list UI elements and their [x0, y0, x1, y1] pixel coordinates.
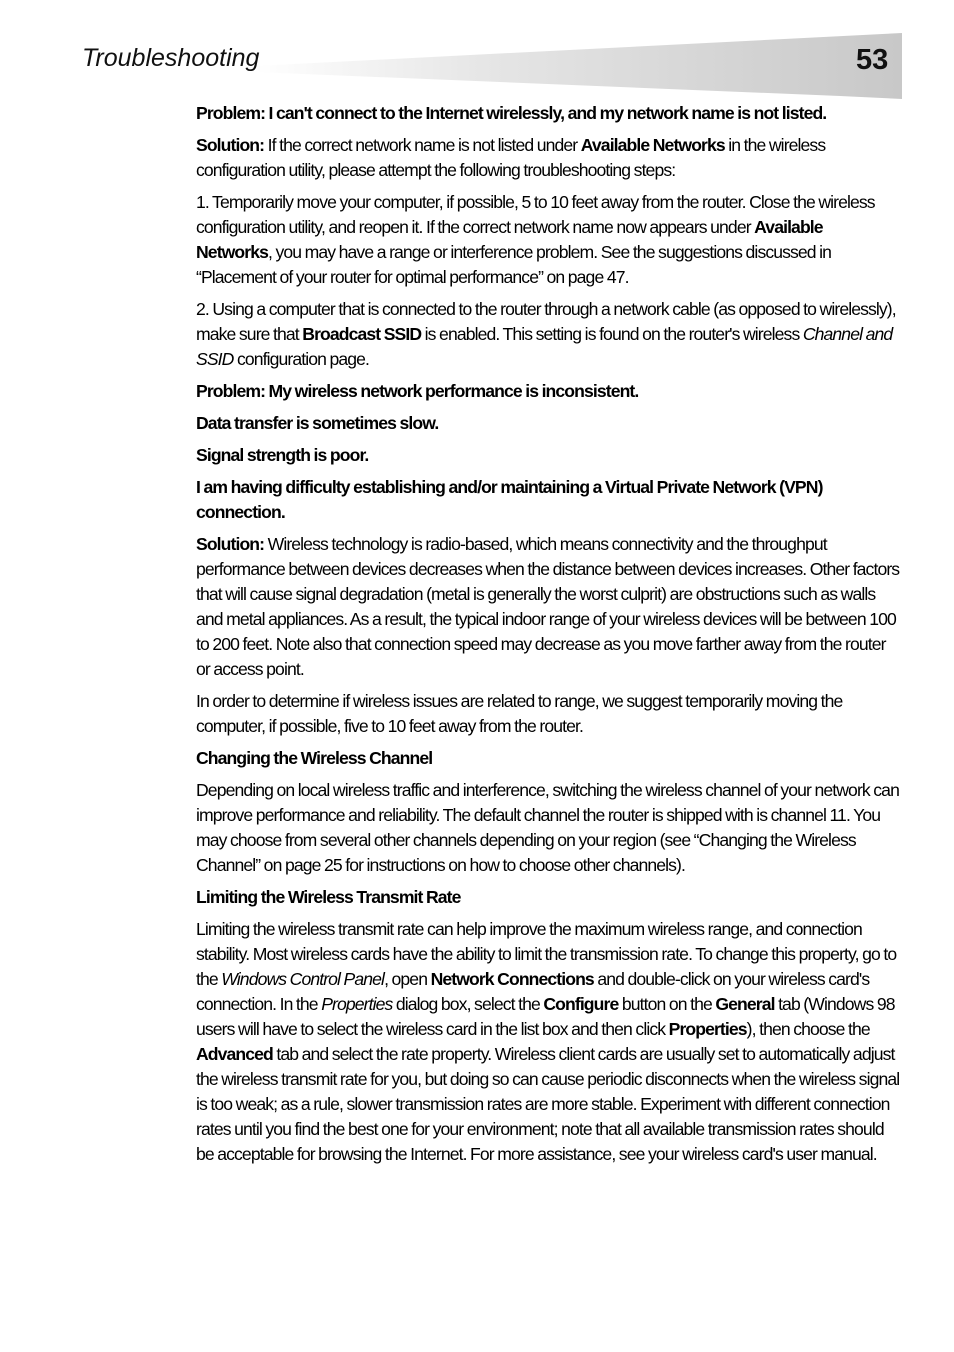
page-header	[0, 0, 954, 100]
bold-term: Broadcast SSID	[302, 324, 422, 344]
rate-paragraph	[196, 917, 902, 1167]
section-heading: Changing the Wireless Channel	[196, 748, 433, 768]
text-run: is enabled. This setting is found on the router's wireless	[421, 324, 803, 344]
text-run: button on the	[618, 994, 716, 1014]
text-run: tab (Windows 98 users will have to select the wireless card in the list box and then click	[196, 994, 895, 1039]
section-title: Troubleshooting	[82, 44, 260, 72]
bold-term: Advanced	[196, 1044, 273, 1064]
italic-term: Properties	[321, 994, 393, 1014]
text-run: , you may have a range or interference problem. See the suggestions discussed in “Placement of your router for optimal performance” on page 47.	[196, 242, 832, 287]
text-run: and double-click on your wireless card's connection. In the	[196, 969, 870, 1014]
problem-heading: Signal strength is poor.	[196, 445, 369, 465]
page-number: 53	[856, 44, 889, 76]
text-run: , open	[384, 969, 431, 989]
text-run: ), then choose the	[746, 1019, 870, 1039]
range-paragraph: In order to determine if wireless issues are related to range, we suggest temporarily moving the computer, if possible, five to 10 feet away from the router.	[196, 691, 843, 736]
text-run: tab and select the rate property. Wireless client cards are usually set to automatically adjust the wireless transmit rate for you, but doing so can cause periodic disconnects when the wireless signal is too weak; as a rule, slower transmission rates are more stable. Experiment with different connection rates until you find the best one for your environment; note that all available transmission rates should be acceptable for browsing the Internet. For more assistance, see your wireless card's user manual.	[196, 1044, 900, 1164]
text-run: dialog box, select the	[392, 994, 544, 1014]
text-run: in the wireless configuration utility, please attempt the following troubleshooting steps:	[196, 135, 826, 180]
step-2-paragraph	[196, 297, 902, 372]
problem-heading: I am having difficulty establishing and/or maintaining a Virtual Private Network (VPN) connection.	[196, 477, 823, 522]
problem-heading: Data transfer is sometimes slow.	[196, 413, 439, 433]
italic-term: Channel and SSID	[196, 324, 893, 369]
text-run: If the correct network name is not listed under	[264, 135, 581, 155]
bold-term: Network Connections	[430, 969, 594, 989]
step-1-paragraph	[196, 190, 902, 290]
text-run: Wireless technology is radio-based, which means connectivity and the throughput performance between devices decreases when the distance between devices increases. Other factors that will cause signal degradation (metal is generally the worst culprit) are obstructions such as walls and metal appliances. As a result, the typical indoor range of your wireless devices will be between 100 to 200 feet. Note also that connection speed may decrease as you move farther away from the router or access point.	[196, 534, 900, 679]
solution-label: Solution:	[196, 135, 265, 155]
section-heading: Limiting the Wireless Transmit Rate	[196, 887, 461, 907]
text-run: Limiting the wireless transmit rate can help improve the maximum wireless range, and connection stability. Most wireless cards have the ability to limit the transmission rate. To change this property, go to the	[196, 919, 897, 989]
solution-paragraph	[196, 532, 902, 682]
channel-paragraph: Depending on local wireless traffic and interference, switching the wireless channel of your network can improve performance and reliability. The default channel the router is shipped with is channel 11. You may choose from several other channels depending on your region (see “Changing the Wireless Channel” on page 25 for instructions on how to choose other channels).	[196, 780, 899, 875]
italic-term: Windows Control Panel	[221, 969, 385, 989]
bold-term: Available Networks	[580, 135, 725, 155]
solution-label: Solution:	[196, 534, 265, 554]
bold-term: General	[715, 994, 775, 1014]
problem-heading: Problem: My wireless network performance is inconsistent.	[196, 381, 639, 401]
solution-paragraph	[196, 133, 902, 183]
bold-term: Properties	[668, 1019, 747, 1039]
bold-term: Configure	[543, 994, 619, 1014]
bold-term: Available Networks	[196, 217, 823, 262]
problem-heading: Problem: I can't connect to the Internet wirelessly, and my network name is not listed.	[196, 103, 827, 123]
text-run: 2. Using a computer that is connected to the router through a network cable (as opposed to wirelessly), make sure that	[196, 299, 896, 344]
text-run: 1. Temporarily move your computer, if possible, 5 to 10 feet away from the router. Close the wireless configuration utility, and reopen it. If the correct network name now appears under	[196, 192, 875, 237]
text-run: configuration page.	[233, 349, 370, 369]
page-body	[196, 101, 902, 1174]
